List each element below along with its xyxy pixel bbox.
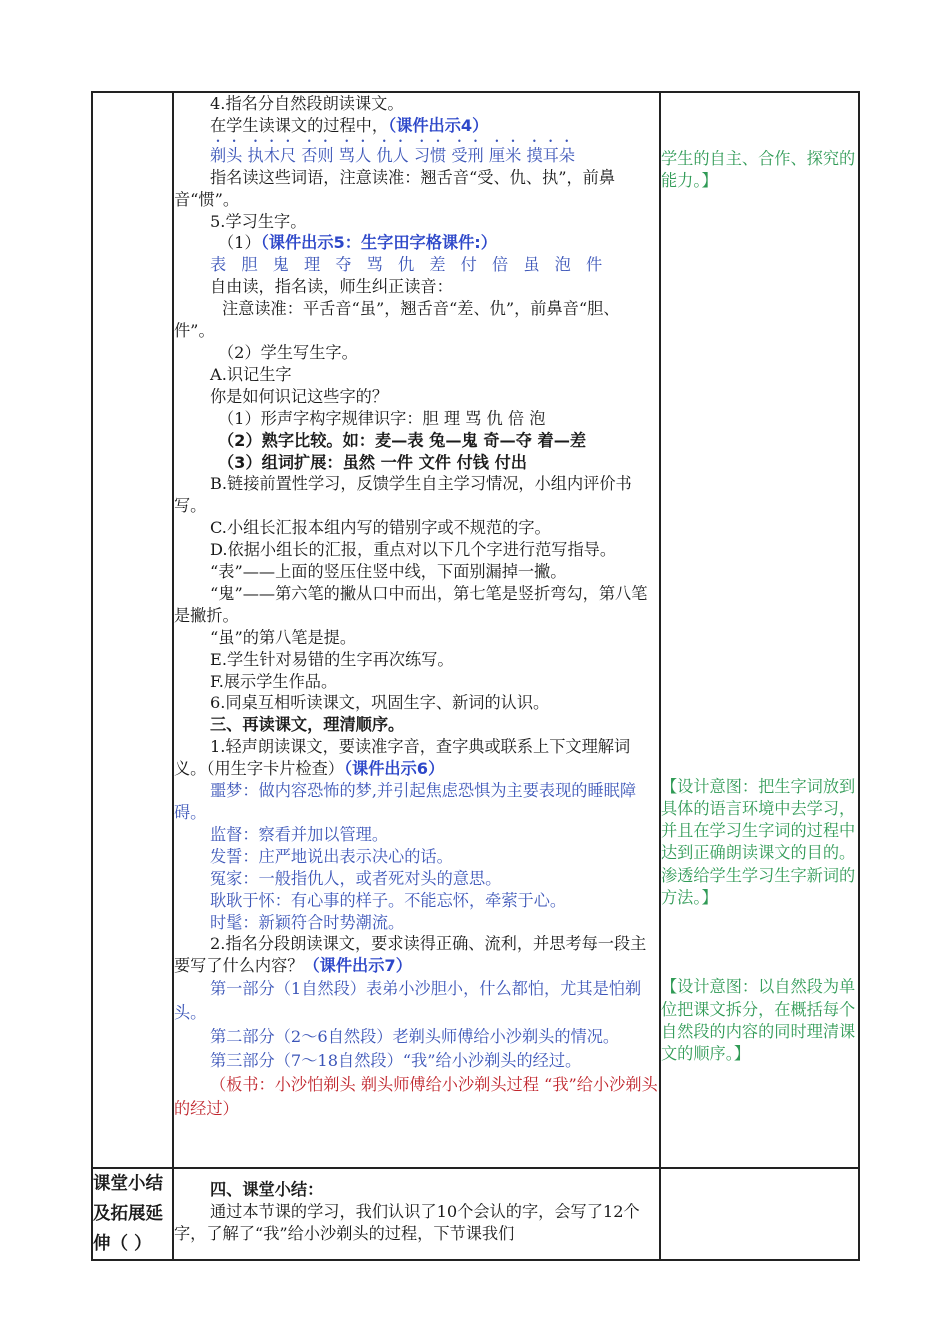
definition: 冤家：一般指仇人，或者死对头的意思。 (210, 868, 502, 888)
lesson-plan-table (91, 91, 860, 1261)
line: “鬼”——第六笔的撇从口中而出，第七笔是竖折弯勾，第八笔是撇折。 (174, 583, 648, 625)
line: E.学生针对易错的生字再次练写。 (210, 649, 454, 669)
vocab-word: 执木尺 (247, 145, 297, 165)
vocab-word: 骂人 (338, 145, 372, 165)
line: 2.指名分段朗读课文，要求读得正确、流利，并思考每一段主要写了什么内容？（课件出示7） (174, 934, 647, 976)
courseware-tag: （课件出示6） (343, 759, 445, 779)
line: A.识记生字 (210, 364, 292, 384)
line: （3）组词扩展：虽然 一件 文件 付钱 付出 (218, 452, 527, 472)
courseware-tag: （课件出示5：生字田字格课件:） (260, 233, 497, 253)
line: 1.轻声朗读课文，要读准字音，查字典或联系上下文理解词义。（用生字卡片检查）（课件出示6） (174, 737, 631, 779)
definition: 发誓：庄严地说出表示决心的话。 (210, 846, 453, 866)
definition: 监督：察看并加以管理。 (210, 824, 389, 844)
design-note: 【设计意图：把生字词放到具体的语言环境中去学习，并且在学习生字词的过程中达到正确朗读课文的目的。渗透给学生学习生字新词的方法。】 (661, 776, 856, 908)
part-summary: 第三部分（7～18自然段）“我”给小沙剃头的经过。 (210, 1051, 582, 1071)
design-note: 学生的自主、合作、探究的能力。】 (661, 149, 856, 191)
vocab-word: 习惯 (413, 145, 447, 165)
line: D.依据小组长的汇报，重点对以下几个字进行范写指导。 (210, 540, 617, 560)
summary-text: 通过本节课的学习，我们认识了10个会认的字，会写了12个字，了解了“我”给小沙剃头的过程，下节课我们 (174, 1201, 640, 1243)
line: F.展示学生作品。 (210, 671, 338, 691)
summary-row (92, 1168, 859, 1260)
section-heading: 三、再读课文，理清顺序。 (210, 715, 405, 735)
line: 你是如何识记这些字的？ (210, 386, 389, 406)
definition: 耿耿于怀：有心事的样子。不能忘怀，牵萦于心。 (210, 890, 567, 910)
definition: 时髦：新颖符合时势潮流。 (210, 912, 405, 932)
new-characters: 表 胆 鬼 理 夺 骂 仇 差 付 倍 虽 泡 件 (210, 255, 608, 275)
summary-title: 四、课堂小结： (210, 1180, 324, 1199)
line: （1）（课件出示5：生字田字格课件:） (218, 233, 497, 253)
vocab-word: 仇人 (376, 145, 409, 165)
line: C.小组长汇报本组内写的错别字或不规范的字。 (210, 518, 551, 538)
line: “虽”的第八笔是提。 (210, 627, 357, 647)
courseware-tag: （课件出示7） (303, 956, 412, 976)
line: （2）学生写生字。 (218, 342, 358, 362)
vocab-word: 否则 (301, 145, 334, 165)
board-writing: （板书：小沙怕剃头 剃头师傅给小沙剃头过程 “我”给小沙剃头的经过） (174, 1075, 658, 1119)
line: 5.学习生字。 (210, 211, 307, 231)
line: 指名读这些词语，注意读准：翘舌音“受、仇、执”，前鼻音“惯”。 (174, 167, 616, 209)
design-notes-cell (660, 92, 859, 1168)
line: “表”——上面的竖压住竖中线，下面别漏掉一撇。 (210, 562, 567, 582)
vocab-words (174, 137, 665, 167)
definition: 噩梦：做内容恐怖的梦,并引起焦虑恐惧为主要表现的睡眠障碍。 (174, 781, 637, 822)
line: 自由读，指名读，师生纠正读音： (210, 277, 453, 297)
vocab-word: 受刑 (451, 145, 484, 165)
vocab-word: 摸耳朵 (526, 145, 575, 165)
line: （1）形声字构字规律识字：胆 理 骂 仇 倍 泡 (218, 408, 546, 428)
summary-cell (173, 1168, 660, 1260)
line: 6.同桌互相听读课文，巩固生字、新词的认识。 (210, 693, 550, 713)
teaching-process-cell (173, 92, 660, 1168)
part-summary: 第一部分（1自然段）表弟小沙胆小，什么都怕，尤其是怕剃头。 (174, 979, 642, 1023)
process-row (92, 92, 859, 1168)
label-cell-empty (92, 92, 173, 1168)
summary-notes-empty (660, 1168, 859, 1260)
part-summary: 第二部分（2～6自然段）老剃头师傅给小沙剃头的情况。 (210, 1027, 620, 1047)
line: （2）熟字比较。如：麦—表 兔—鬼 奇—夺 着—差 (218, 430, 587, 450)
design-note: 【设计意图：以自然段为单位把课文拆分，在概括每个自然段的内容的同时理清课文的顺序。】 (661, 977, 856, 1064)
summary-label: 课堂小结及拓展延伸（ ） (92, 1168, 173, 1260)
vocab-word: 厘米 (488, 145, 522, 165)
line: 注意读准：平舌音“虽”，翘舌音“差、仇”，前鼻音“胆、件”。 (174, 299, 620, 341)
line: B.链接前置性学习，反馈学生自主学习情况，小组内评价书写。 (174, 474, 632, 516)
line: 4.指名分自然段朗读课文。 (210, 94, 404, 113)
line: 在学生读课文的过程中，（课件出示4） (210, 115, 489, 135)
vocab-word: 剃头 (210, 145, 243, 165)
courseware-tag: （课件出示4） (388, 115, 489, 135)
